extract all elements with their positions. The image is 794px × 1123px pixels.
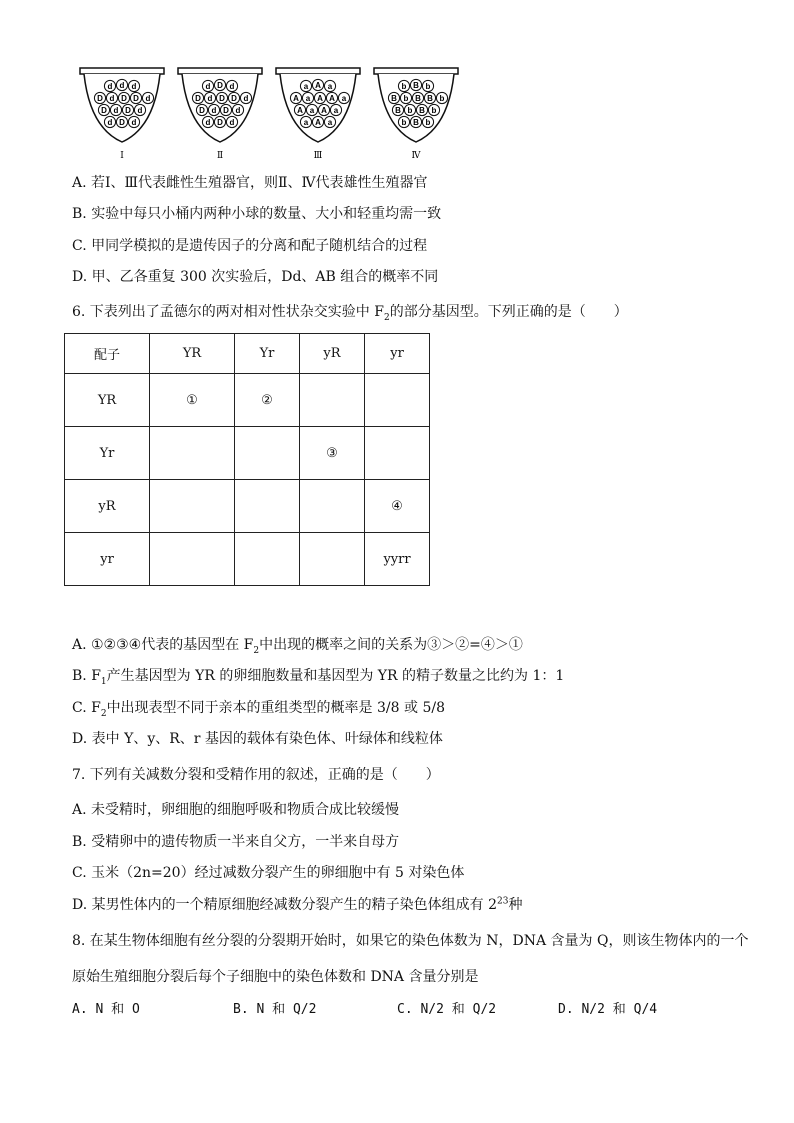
bead-label: a xyxy=(327,118,333,127)
bead-label: b xyxy=(407,106,413,115)
bead-label: B xyxy=(427,94,433,103)
bead-label: d xyxy=(229,118,235,127)
q8-option-b: B. N 和 Q/2 xyxy=(233,1002,317,1017)
table-header-cell: YR xyxy=(150,334,235,374)
bead-label: d xyxy=(109,94,115,103)
q7-option-a: A. 未受精时，卵细胞的细胞呼吸和物质合成比较缓慢 xyxy=(72,802,400,818)
bead-label: D xyxy=(101,106,107,115)
bowl xyxy=(80,68,164,161)
bead-label: a xyxy=(303,82,309,91)
bead-label: B xyxy=(419,106,425,115)
table-cell: yyrr xyxy=(365,533,430,586)
bead-label: d xyxy=(229,82,235,91)
bead-label: D xyxy=(199,106,205,115)
gamete-genotype-table xyxy=(64,333,430,586)
bead-label: B xyxy=(413,118,419,127)
bowl-label: Ⅲ xyxy=(313,151,323,161)
bowl-rim xyxy=(276,68,360,74)
bead-label: D xyxy=(119,118,125,127)
bowl-rim xyxy=(80,68,164,74)
table-cell: ③ xyxy=(300,427,365,480)
bowl-rim xyxy=(178,68,262,74)
table-cell xyxy=(300,533,365,586)
bead-label: A xyxy=(321,106,327,115)
bead-label: b xyxy=(425,118,431,127)
table-cell xyxy=(150,480,235,533)
bead-label: A xyxy=(329,94,335,103)
bead-label: B xyxy=(415,94,421,103)
bead-label: D xyxy=(217,81,223,90)
q7-option-b: B. 受精卵中的遗传物质一半来自父方，一半来自母方 xyxy=(72,834,400,850)
bead-label: D xyxy=(231,94,237,103)
bead-label: d xyxy=(207,94,213,103)
bowl-rim xyxy=(374,68,458,74)
bowl xyxy=(374,68,458,161)
bead-label: d xyxy=(131,82,137,91)
bead-label: b xyxy=(401,118,407,127)
bead-label: B xyxy=(391,94,397,103)
bead-label: d xyxy=(205,82,211,91)
bead-label: d xyxy=(205,118,211,127)
q8-option-d: D. N/2 和 Q/4 xyxy=(558,1002,658,1017)
bead-label: d xyxy=(113,106,119,115)
table-cell xyxy=(235,427,300,480)
bead-label: d xyxy=(107,118,113,127)
table-cell xyxy=(150,427,235,480)
bead-label: d xyxy=(243,94,249,103)
bead-label: b xyxy=(431,106,437,115)
table-cell xyxy=(235,533,300,586)
bead-label: d xyxy=(235,106,241,115)
table-cell xyxy=(235,480,300,533)
bead-label: a xyxy=(303,118,309,127)
q8-stem-line2: 原始生殖细胞分裂后每个子细胞中的染色体数和 DNA 含量分别是 xyxy=(72,969,479,985)
table-cell xyxy=(150,533,235,586)
table-cell: ① xyxy=(150,374,235,427)
bead-label: d xyxy=(145,94,151,103)
bowl xyxy=(276,68,360,161)
q7-option-d: D. 某男性体内的一个精原细胞经减数分裂产生的精子染色体组成有 $2^{23}$种 xyxy=(72,896,523,913)
bead-label: b xyxy=(439,94,445,103)
bead-label: a xyxy=(333,106,339,115)
bead-bowls-figure xyxy=(76,66,466,162)
bead-label: D xyxy=(219,94,225,103)
bead-label: D xyxy=(223,106,229,115)
table-cell: yR xyxy=(65,480,150,533)
table-cell: Yr xyxy=(65,427,150,480)
table-cell xyxy=(365,374,430,427)
q6-stem: 6. 下表列出了孟德尔的两对相对性状杂交实验中 $F_2$的部分基因型。下列正确的是（ ） xyxy=(72,304,628,323)
q6-option-d: D. 表中 Y、y、R、r 基因的载体有染色体、叶绿体和线粒体 xyxy=(72,731,443,747)
bead-label: A xyxy=(317,94,323,103)
bead-label: A xyxy=(293,94,299,103)
table-cell xyxy=(365,427,430,480)
bowl xyxy=(178,68,262,161)
q6-option-c: C. $F_2$中出现表型不同于亲本的重组类型的概率是 3/8 或 5/8 xyxy=(72,700,445,719)
bead-label: d xyxy=(119,81,125,90)
table-cell xyxy=(300,374,365,427)
bead-label: d xyxy=(137,106,143,115)
bead-label: A xyxy=(297,106,303,115)
bead-label: D xyxy=(97,94,103,103)
bead-label: a xyxy=(327,82,333,91)
q5-option-c: C. 甲同学模拟的是遗传因子的分离和配子随机结合的过程 xyxy=(72,238,428,254)
bead-label: D xyxy=(217,118,223,127)
table-cell: ② xyxy=(235,374,300,427)
q5-option-d: D. 甲、乙各重复 300 次实验后，Dd、AB 组合的概率不同 xyxy=(72,269,439,285)
table-cell: YR xyxy=(65,374,150,427)
q8-option-a: A. N 和 O xyxy=(72,1002,140,1017)
table-header-cell: Yr xyxy=(235,334,300,374)
q8-stem-line1: 8. 在某生物体细胞有丝分裂的分裂期开始时，如果它的染色体数为 N，DNA 含量为 Q，则该生物体内的一个 xyxy=(72,933,749,949)
bead-label: D xyxy=(121,94,127,103)
q8-option-c: C. N/2 和 Q/2 xyxy=(397,1002,497,1017)
table-header-cell: 配子 xyxy=(65,334,150,374)
bead-label: a xyxy=(305,94,311,103)
bead-label: b xyxy=(403,94,409,103)
q7-option-c: C. 玉米（2n=20）经过减数分裂产生的卵细胞中有 5 对染色体 xyxy=(72,865,465,881)
bead-label: d xyxy=(107,82,113,91)
bead-label: A xyxy=(315,81,321,90)
table-header-cell: yR xyxy=(300,334,365,374)
bowls-illustration xyxy=(76,66,466,162)
bowl-label: Ⅰ xyxy=(120,151,124,161)
q5-option-b: B. 实验中每只小桶内两种小球的数量、大小和轻重均需一致 xyxy=(72,206,442,222)
bead-label: d xyxy=(211,106,217,115)
bead-label: D xyxy=(133,94,139,103)
bead-label: B xyxy=(395,106,401,115)
bowl-label: Ⅳ xyxy=(411,151,421,161)
q7-stem: 7. 下列有关减数分裂和受精作用的叙述，正确的是（ ） xyxy=(72,767,440,783)
bead-label: D xyxy=(125,106,131,115)
table-cell: ④ xyxy=(365,480,430,533)
bowl-label: Ⅱ xyxy=(216,151,224,161)
q5-option-a: A. 若Ⅰ、Ⅲ代表雌性生殖器官，则Ⅱ、Ⅳ代表雄性生殖器官 xyxy=(72,175,428,191)
bead-label: d xyxy=(131,118,137,127)
bead-label: a xyxy=(309,106,315,115)
bead-label: a xyxy=(341,94,347,103)
bead-label: b xyxy=(425,82,431,91)
bead-label: b xyxy=(401,82,407,91)
table-cell: yr xyxy=(65,533,150,586)
bead-label: B xyxy=(413,81,419,90)
table-cell xyxy=(300,480,365,533)
bead-label: A xyxy=(315,118,321,127)
q6-option-a: A. ①②③④代表的基因型在 $F_2$中出现的概率之间的关系为③＞②=④＞① xyxy=(72,637,523,656)
q6-option-b: B. $F_1$产生基因型为 YR 的卵细胞数量和基因型为 YR 的精子数量之比约为 1：1 xyxy=(72,668,565,687)
bead-label: D xyxy=(195,94,201,103)
table-header-cell: yr xyxy=(365,334,430,374)
